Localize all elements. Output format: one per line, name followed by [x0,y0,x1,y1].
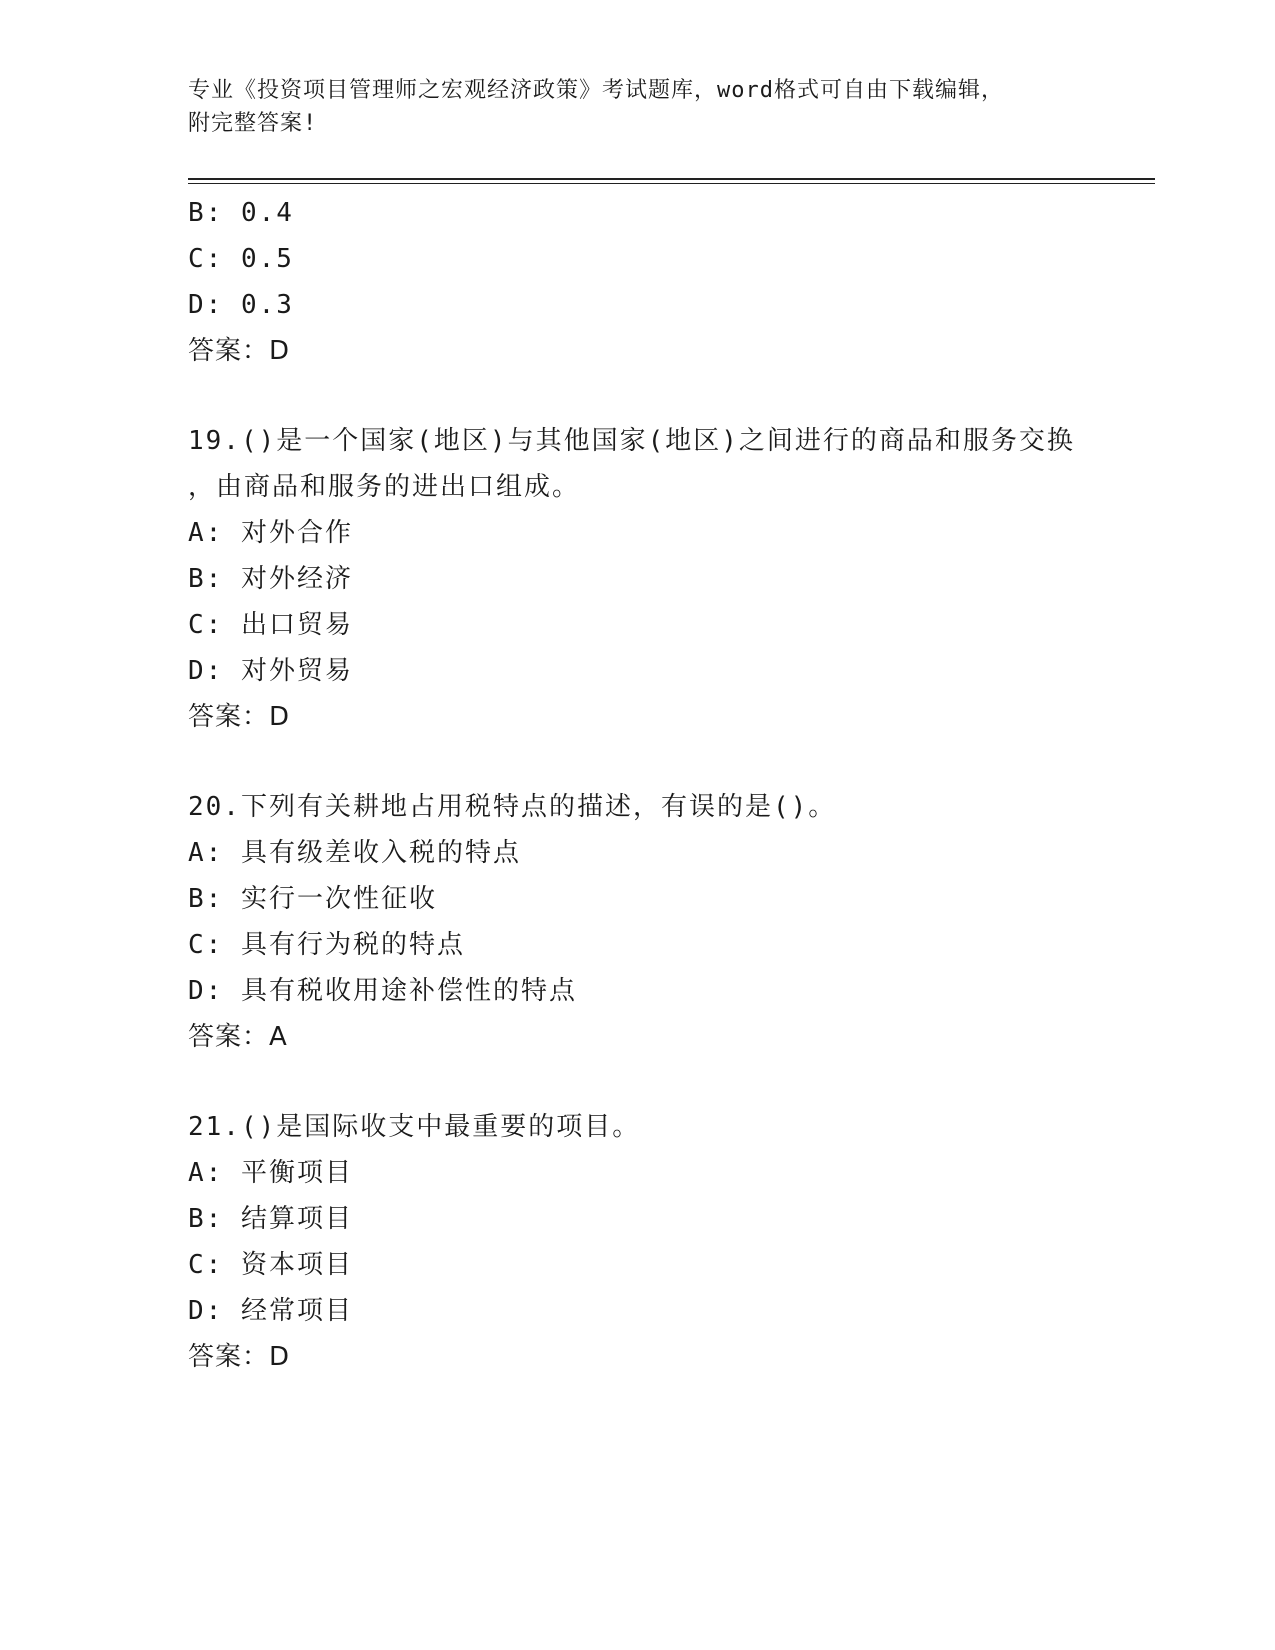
option-d: D: 对外贸易 [188,656,353,686]
option-b: B: 结算项目 [188,1204,353,1234]
option-d: D: 经常项目 [188,1296,353,1326]
question-stem: 19.()是一个国家(地区)与其他国家(地区)之间进行的商品和服务交换 [188,426,1075,456]
option-a: A: 对外合作 [188,518,353,548]
option-b: B: 0.4 [188,198,294,228]
page-header [188,74,1088,140]
question-18-continued [188,190,1148,374]
question-list [188,190,1148,1380]
question-19 [188,418,1148,740]
option-a: A: 平衡项目 [188,1158,353,1188]
option-a: A: 具有级差收入税的特点 [188,838,521,868]
option-b: B: 实行一次性征收 [188,884,437,914]
option-c: C: 具有行为税的特点 [188,930,465,960]
answer-line: 答案：A [188,1022,288,1052]
answer-line: 答案：D [188,336,291,366]
header-title-line2: 附完整答案! [188,111,318,136]
option-d: D: 具有税收用途补偿性的特点 [188,976,577,1006]
header-divider-thick [188,178,1155,180]
option-c: C: 出口贸易 [188,610,353,640]
question-21 [188,1104,1148,1380]
answer-line: 答案：D [188,1342,291,1372]
question-stem: 20.下列有关耕地占用税特点的描述，有误的是()。 [188,792,837,822]
option-c: C: 0.5 [188,244,294,274]
question-stem: ，由商品和服务的进出口组成。 [188,472,581,502]
option-b: B: 对外经济 [188,564,353,594]
question-20 [188,784,1148,1060]
option-d: D: 0.3 [188,290,294,320]
question-stem: 21.()是国际收支中最重要的项目。 [188,1112,641,1142]
header-title-line1: 专业《投资项目管理师之宏观经济政策》考试题库，word格式可自由下载编辑， [188,78,1004,103]
answer-line: 答案：D [188,702,291,732]
header-divider-thin [188,183,1155,184]
option-c: C: 资本项目 [188,1250,353,1280]
